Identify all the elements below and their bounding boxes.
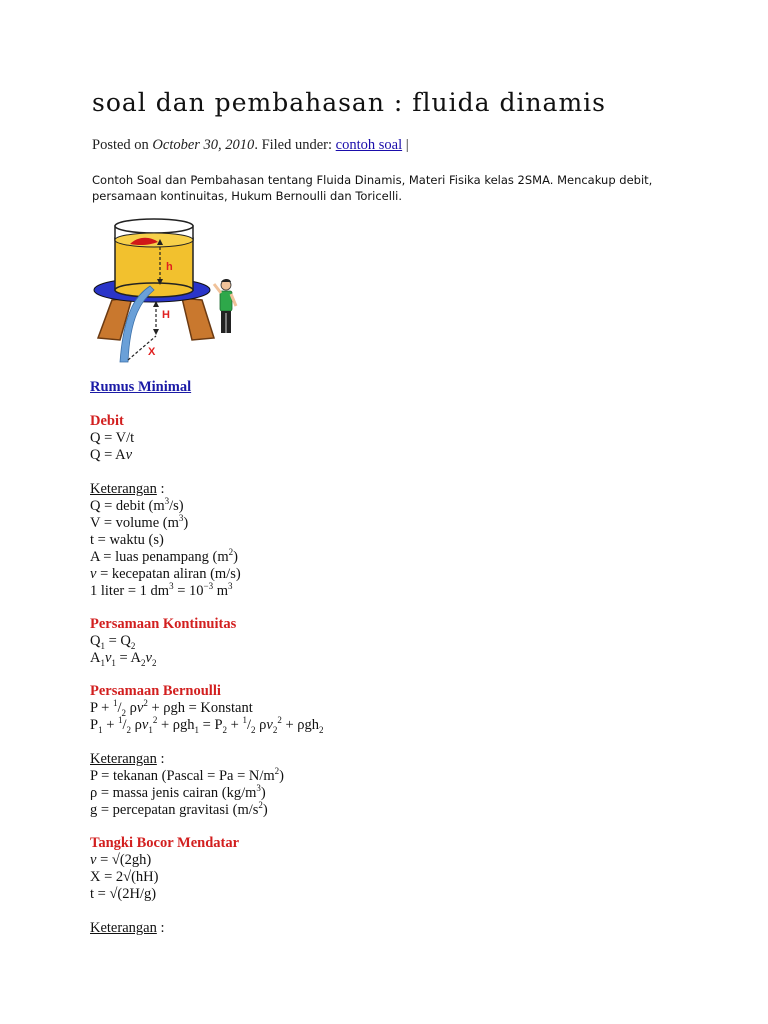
heading-bernoulli: Persamaan Bernoulli bbox=[90, 683, 221, 699]
ket-gravitasi: g = percepatan gravitasi $(m/s^2)$ bbox=[90, 800, 268, 818]
category-link[interactable]: contoh soal bbox=[335, 137, 403, 153]
meta-separator: | bbox=[402, 137, 409, 153]
post-meta bbox=[92, 137, 409, 154]
posted-prefix: Posted on bbox=[92, 137, 149, 153]
formula-bernoulli-1: $P + ^1/_2$ $\rho v^2 + \rho gh$ = Konstant bbox=[90, 698, 253, 718]
label-h: h bbox=[166, 261, 173, 273]
label-X: X bbox=[148, 346, 156, 358]
tank-leg-right bbox=[182, 298, 214, 340]
post-date: October 30, 2010 bbox=[152, 137, 255, 153]
ket-liter: 1 liter = 1 $dm^3 = 10^{-3}$ $m^3$ bbox=[90, 581, 233, 599]
keterangan-debit: Keterangan : bbox=[90, 481, 165, 497]
ket-waktu: t = waktu (s) bbox=[90, 532, 164, 548]
formula-debit-2: Q = Av bbox=[90, 447, 133, 463]
heading-tangki-bocor: Tangki Bocor Mendatar bbox=[90, 835, 240, 851]
person-body bbox=[220, 291, 232, 311]
post-title: soal dan pembahasan : fluida dinamis bbox=[92, 88, 606, 117]
heading-kontinuitas: Persamaan Kontinuitas bbox=[90, 616, 237, 632]
ket-volume: V = volume $(m^3)$ bbox=[90, 513, 189, 531]
leaking-tank-illustration bbox=[90, 212, 250, 367]
filed-under-label: . Filed under: bbox=[254, 137, 333, 153]
ket-kecepatan: v = kecepatan aliran (m/s) bbox=[90, 566, 241, 582]
heading-rumus-minimal[interactable]: Rumus Minimal bbox=[90, 379, 192, 395]
keterangan-bernoulli: Keterangan : bbox=[90, 751, 165, 767]
ket-debit: Q = debit $(m^3/s)$ bbox=[90, 496, 184, 514]
formula-debit-1: Q = V/t bbox=[90, 430, 135, 446]
heading-debit: Debit bbox=[90, 413, 124, 429]
ket-tekanan: P = tekanan (Pascal = $Pa = N/m^2$) bbox=[90, 766, 285, 784]
formula-tangki-3: t = √(2H/g) bbox=[90, 886, 157, 902]
tank-rim bbox=[115, 219, 193, 233]
ket-luas: A = luas penampang $(m^2)$ bbox=[90, 547, 238, 565]
formula-kontinuitas-1: $Q_1 = Q_2$ bbox=[90, 633, 136, 651]
ket-massa-jenis: ρ = massa jenis cairan $(kg/m^3)$ bbox=[90, 783, 266, 801]
formula-tangki-2: X = 2√(hH) bbox=[90, 869, 159, 885]
formula-kontinuitas-2: $A_1v_1 = A_2v_2$ bbox=[90, 650, 157, 668]
label-H: H bbox=[162, 309, 170, 321]
intro-text: Contoh Soal dan Pembahasan tentang Fluida Dinamis, Materi Fisika kelas 2SMA. Mencakup debit, persamaan kontinuitas, Hukum Bernoulli dan Toricelli. bbox=[92, 173, 653, 203]
keterangan-tangki: Keterangan : bbox=[90, 920, 165, 936]
formula-tangki-1: v = √(2gh) bbox=[90, 852, 152, 868]
formula-bernoulli-2: $P_1 + ^1/_2$ $\rho v_1^2 + \rho gh_1 = P_2 + ^1/_2$ $\rho v_2^2 + \rho gh_2$ bbox=[90, 715, 324, 735]
